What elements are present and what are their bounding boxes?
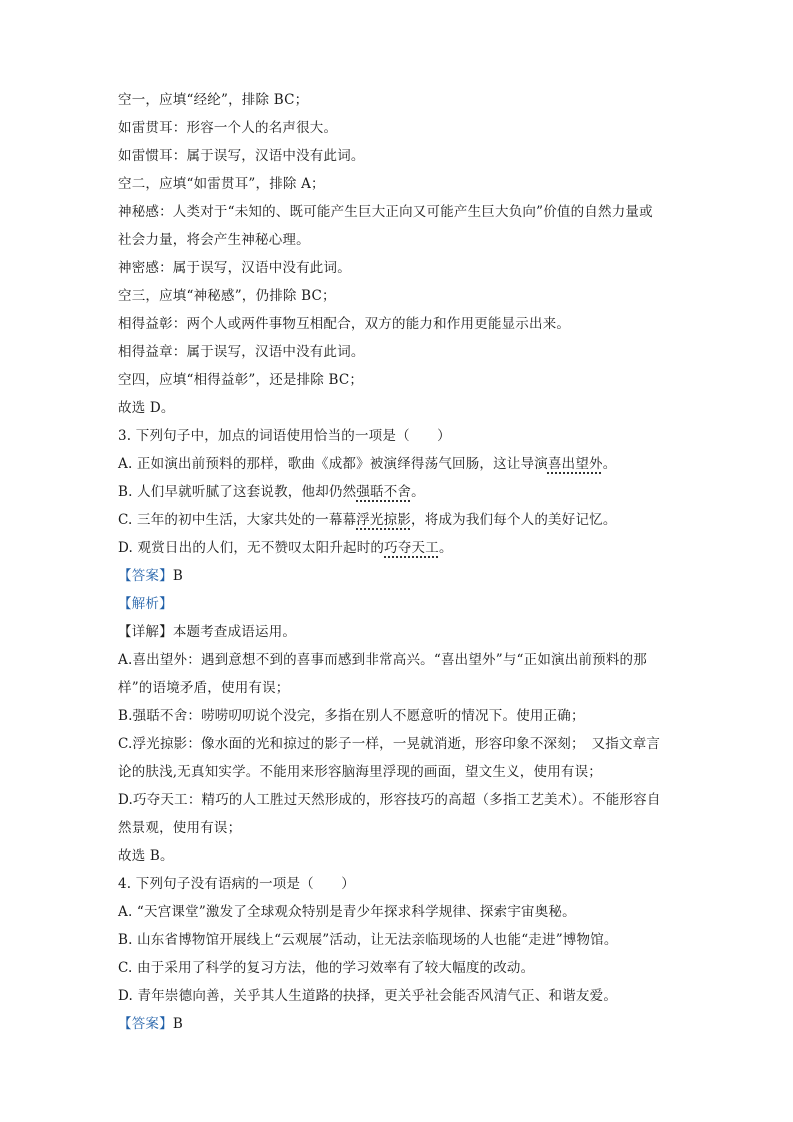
q3-explain-line: B.强聒不舍：唠唠叨叨说个没完，多指在别人不愿意听的情况下。使用正确；	[118, 708, 585, 724]
q3-option-b	[118, 483, 678, 501]
q3-analysis	[118, 595, 678, 613]
q3-explain-line: 样”的语境矛盾，使用有误；	[118, 680, 290, 696]
detail-tag: 【详解】	[118, 624, 173, 640]
q3-explain-line: 故选 B。	[118, 848, 174, 864]
q4-option-b: B. 山东省博物馆开展线上“云观展”活动，让无法亲临现场的人也能“走进”博物馆。	[118, 932, 618, 948]
text-line: 社会力量，将会产生神秘心理。	[118, 232, 310, 248]
q4-option-d: D. 青年崇德向善，关乎其人生道路的抉择，更关乎社会能否风清气正、和谐友爱。	[118, 988, 618, 1004]
text-line: 空二，应填“如雷贯耳”，排除 A；	[118, 176, 325, 192]
q3-option-c-text: C. 三年的初中生活，大家共处的一幕幕	[118, 512, 357, 528]
q4-option-c: C. 由于采用了科学的复习方法，他的学习效率有了较大幅度的改动。	[118, 960, 535, 976]
q3-option-d-dotted-word: 巧夺天工	[384, 540, 439, 556]
question-3-stem: 3. 下列句子中，加点的词语使用恰当的一项是（ ）	[118, 428, 451, 444]
text-line: 故选 D。	[118, 400, 175, 416]
text-line: 空四，应填“相得益彰”，还是排除 BC；	[118, 372, 364, 388]
analysis-tag: 【解析】	[118, 596, 173, 612]
q3-option-c	[118, 511, 678, 529]
q3-option-a-text: A. 正如演出前预料的那样，歌曲《成都》被演绎得荡气回肠，这让导演	[118, 456, 548, 472]
text-line: 神密感：属于误写，汉语中没有此词。	[118, 260, 351, 276]
text-line: 相得益彰：两个人或两件事物互相配合，双方的能力和作用更能显示出来。	[118, 316, 571, 332]
q3-option-b-text: B. 人们早就听腻了这套说教，他却仍然	[118, 484, 357, 500]
answer-value: B	[172, 1016, 183, 1032]
q3-option-a-end: 。	[602, 456, 617, 472]
text-line: 如雷惯耳：属于误写，汉语中没有此词。	[118, 148, 365, 164]
text-line: 如雷贯耳：形容一个人的名声很大。	[118, 120, 338, 136]
q3-option-a-dotted-word: 喜出望外	[547, 456, 603, 472]
q3-option-c-end: ，将成为我们每个人的美好记忆。	[411, 512, 617, 528]
q3-detail	[118, 623, 678, 641]
answer-tag: 【答案】	[118, 1016, 173, 1032]
q3-option-b-end: 。	[411, 484, 425, 500]
text-line: 空三，应填“神秘感”，仍排除 BC；	[118, 288, 336, 304]
q3-explain-line: 然景观，使用有误；	[118, 820, 242, 836]
q3-option-d-text: D. 观赏日出的人们，无不赞叹太阳升起时的	[118, 540, 385, 556]
q3-explain-line: A.喜出望外：遇到意想不到的喜事而感到非常高兴。“喜出望外”与“正如演出前预料的那	[118, 652, 647, 668]
document-page	[118, 91, 678, 1043]
q3-explain-line: 论的肤浅,无真知实学。不能用来形容脑海里浮现的画面，望文生义，使用有误；	[118, 764, 602, 780]
text-line: 神秘感：人类对于“未知的、既可能产生巨大正向又可能产生巨大负向”价值的自然力量或	[118, 204, 653, 220]
question-4-stem: 4. 下列句子没有语病的一项是（ ）	[118, 876, 355, 892]
answer-tag: 【答案】	[118, 568, 173, 584]
q3-option-a	[118, 455, 678, 473]
q3-explain-line: C.浮光掠影：像水面的光和掠过的影子一样，一晃就消逝，形容印象不深刻； 又指文章言	[118, 736, 661, 752]
text-line: 空一，应填“经纶”，排除 BC；	[118, 92, 309, 108]
q3-option-d-end: 。	[438, 540, 453, 556]
q4-option-a: A. “天宫课堂”激发了全球观众特别是青少年探求科学规律、探索宇宙奥秘。	[118, 904, 576, 920]
text-line: 相得益章：属于误写，汉语中没有此词。	[118, 344, 365, 360]
detail-text: 本题考查成语运用。	[172, 624, 297, 640]
q4-answer	[118, 1015, 678, 1033]
q3-option-d	[118, 539, 678, 557]
q3-explain-line: D.巧夺天工：精巧的人工胜过天然形成的，形容技巧的高超（多指工艺美术）。不能形容自	[118, 792, 661, 808]
q3-option-b-dotted-word: 强聒不舍	[356, 484, 412, 500]
q3-option-c-dotted-word: 浮光掠影	[356, 512, 412, 528]
answer-value: B	[172, 568, 183, 584]
q3-answer	[118, 567, 678, 585]
